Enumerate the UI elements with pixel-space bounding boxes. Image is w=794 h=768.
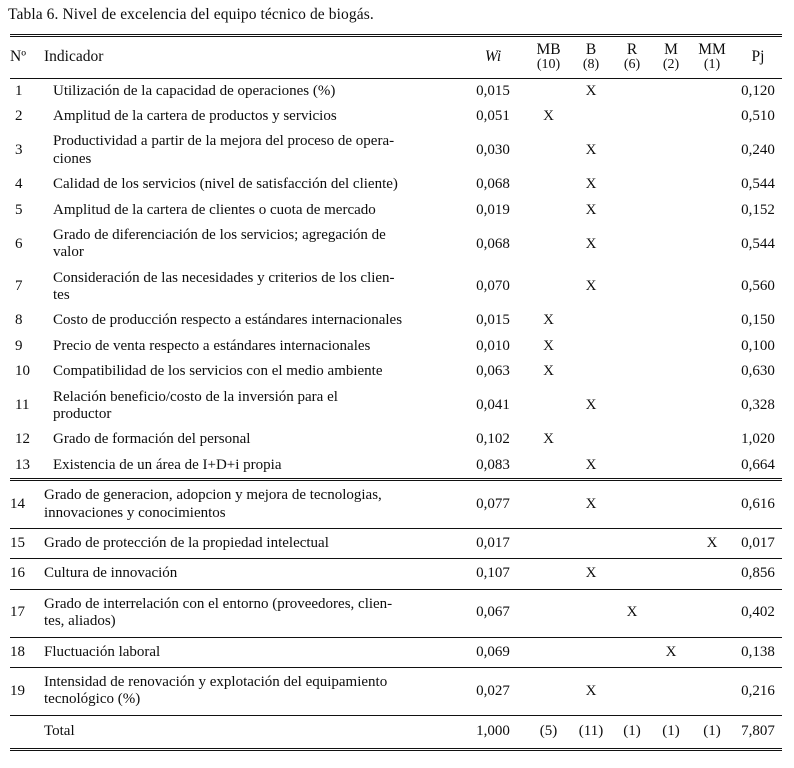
row-score-pj: 0,150 [741, 312, 775, 329]
row-score-pj: 0,100 [741, 337, 775, 354]
scale-abbr-mm: MM [698, 40, 726, 58]
indicator-line-1: Amplitud de la cartera de clientes o cuota de mercado [53, 201, 376, 218]
table-row [10, 427, 782, 452]
row-number: 15 [10, 528, 44, 558]
row-mark-mb [527, 78, 570, 104]
row-mark-r [612, 480, 652, 529]
row-weight-wi: 0,068 [476, 176, 510, 193]
row-mark-m [652, 667, 690, 715]
row-score-pj: 0,544 [741, 176, 775, 193]
row-mark-b [570, 334, 612, 359]
row-mark-b: X [585, 235, 597, 252]
row-score-pj: 0,616 [734, 480, 782, 529]
table-body-group-a [10, 78, 782, 480]
table-row [10, 308, 782, 333]
column-header-scale-b [570, 35, 612, 78]
row-mark-b: X [585, 278, 597, 295]
row-mark-mb [527, 129, 570, 172]
row-mark-b: X [585, 82, 597, 99]
row-mark-b [570, 104, 612, 129]
row-mark-m [652, 172, 690, 197]
table-row [10, 528, 782, 558]
row-mark-r [612, 172, 652, 197]
row-score-pj: 0,152 [741, 201, 775, 218]
row-number: 16 [10, 559, 44, 589]
row-number: 6 [15, 235, 23, 252]
row-mark-b: X [570, 667, 612, 715]
row-weight-wi: 0,015 [476, 312, 510, 329]
row-indicator [44, 480, 459, 529]
row-weight-wi: 0,051 [476, 107, 510, 124]
row-score-pj: 1,020 [741, 431, 775, 448]
row-indicator [44, 559, 459, 589]
row-mark-mb: X [543, 312, 554, 329]
total-count-r: (1) [612, 715, 652, 749]
row-number: 11 [15, 397, 30, 414]
scale-points-m: (2) [662, 56, 680, 72]
row-mark-r [612, 104, 652, 129]
row-indicator [44, 78, 459, 104]
header-row [10, 35, 782, 78]
column-header-scale-r [612, 35, 652, 78]
row-number: 8 [15, 312, 23, 329]
indicator-line-2: productor [53, 406, 112, 423]
row-mark-mm [690, 385, 734, 428]
scale-points-r: (6) [623, 56, 641, 72]
row-number: 14 [10, 480, 44, 529]
row-mark-b: X [585, 201, 597, 218]
row-indicator [44, 172, 459, 197]
row-score-pj: 0,544 [741, 235, 775, 252]
row-weight-wi: 0,019 [476, 201, 510, 218]
indicator-line-1: Grado de diferenciación de los servicios; agregación de [53, 226, 386, 243]
indicator-line-2: tes [53, 287, 70, 304]
row-mark-mb [527, 528, 570, 558]
table-row [10, 480, 782, 529]
row-mark-mm [690, 637, 734, 667]
column-header-indicador: Indicador [44, 35, 459, 78]
indicator-line-1: Amplitud de la cartera de productos y servicios [53, 107, 337, 124]
row-mark-m [652, 528, 690, 558]
row-mark-r [612, 667, 652, 715]
row-weight-wi: 0,030 [476, 142, 510, 159]
row-mark-mb [527, 667, 570, 715]
row-mark-r [612, 223, 652, 266]
row-mark-m [652, 334, 690, 359]
row-mark-b [570, 308, 612, 333]
row-weight-wi: 0,107 [459, 559, 527, 589]
row-indicator [44, 667, 459, 715]
row-score-pj: 0,120 [741, 82, 775, 99]
row-mark-mm [690, 453, 734, 480]
total-wi: 1,000 [459, 715, 527, 749]
table-row [10, 266, 782, 309]
table-body-group-b [10, 480, 782, 716]
total-count-b: (11) [570, 715, 612, 749]
row-indicator [44, 223, 459, 266]
indicator-line-2: tecnológico (%) [44, 691, 141, 708]
column-header-pj: Pj [734, 35, 782, 78]
indicator-line-1: Intensidad de renovación y explotación del equipamiento [44, 673, 388, 690]
row-mark-b [570, 528, 612, 558]
row-number: 1 [15, 82, 23, 99]
total-count-mm: (1) [690, 715, 734, 749]
row-score-pj: 0,138 [734, 637, 782, 667]
row-mark-mb [527, 559, 570, 589]
row-mark-mm [690, 78, 734, 104]
row-mark-m [652, 104, 690, 129]
row-mark-m [652, 427, 690, 452]
indicator-line-2: innovaciones y conocimientos [44, 504, 226, 521]
row-score-pj: 0,402 [734, 589, 782, 637]
row-weight-wi: 0,068 [476, 235, 510, 252]
indicator-line-1: Grado de generacion, adopcion y mejora de tecnologias, [44, 487, 382, 504]
column-header-scale-mb [527, 35, 570, 78]
column-header-wi: Wi [459, 35, 527, 78]
row-weight-wi: 0,067 [459, 589, 527, 637]
row-indicator [44, 385, 459, 428]
row-mark-mm [690, 427, 734, 452]
column-header-numero: Nº [10, 35, 44, 78]
table-row [10, 667, 782, 715]
row-mark-m [652, 198, 690, 223]
row-score-pj: 0,328 [741, 397, 775, 414]
row-mark-b [570, 589, 612, 637]
indicator-line-1: Existencia de un área de I+D+i propia [53, 456, 282, 473]
row-indicator [44, 637, 459, 667]
scale-abbr-b: B [585, 40, 597, 58]
row-mark-mm [690, 308, 734, 333]
indicator-line-1: Fluctuación laboral [44, 643, 161, 660]
scale-points-mm: (1) [703, 56, 721, 72]
indicator-line-1: Grado de protección de la propiedad intelectual [44, 534, 329, 551]
row-mark-m [652, 453, 690, 480]
row-mark-m [652, 78, 690, 104]
row-mark-mm [690, 334, 734, 359]
row-mark-r [612, 129, 652, 172]
row-mark-b: X [585, 397, 597, 414]
row-weight-wi: 0,063 [476, 363, 510, 380]
row-mark-b: X [585, 176, 597, 193]
total-no [10, 715, 44, 749]
row-indicator [44, 528, 459, 558]
indicator-line-2: ciones [53, 150, 92, 167]
row-mark-mm [690, 223, 734, 266]
row-number: 13 [15, 456, 30, 473]
row-score-pj: 0,630 [741, 363, 775, 380]
row-number: 7 [15, 278, 23, 295]
row-mark-mb [527, 172, 570, 197]
table-row [10, 129, 782, 172]
row-number: 3 [15, 142, 23, 159]
row-mark-mm [690, 198, 734, 223]
row-number: 19 [10, 667, 44, 715]
row-score-pj: 0,216 [734, 667, 782, 715]
row-mark-r [612, 453, 652, 480]
row-mark-m [652, 223, 690, 266]
total-pj: 7,807 [734, 715, 782, 749]
scale-points-mb: (10) [536, 56, 561, 72]
table-row [10, 223, 782, 266]
column-header-scale-mm [690, 35, 734, 78]
scale-abbr-m: M [664, 40, 678, 58]
row-mark-m: X [652, 637, 690, 667]
row-number: 2 [15, 107, 23, 124]
table-row [10, 589, 782, 637]
scale-abbr-r: R [626, 40, 638, 58]
row-mark-r: X [612, 589, 652, 637]
row-mark-r [612, 308, 652, 333]
row-mark-b: X [585, 142, 597, 159]
row-mark-mm [690, 667, 734, 715]
row-weight-wi: 0,069 [459, 637, 527, 667]
row-mark-mm [690, 480, 734, 529]
row-weight-wi: 0,077 [459, 480, 527, 529]
scale-abbr-mb: MB [536, 40, 561, 58]
row-mark-mb: X [543, 337, 554, 354]
row-mark-mb [527, 385, 570, 428]
row-mark-b [570, 427, 612, 452]
row-mark-b: X [570, 559, 612, 589]
row-mark-mb [527, 453, 570, 480]
row-mark-mm [690, 266, 734, 309]
table-row [10, 453, 782, 480]
row-weight-wi: 0,070 [476, 278, 510, 295]
indicator-line-1: Consideración de las necesidades y criterios de los clien- [53, 269, 395, 286]
row-score-pj: 0,510 [741, 107, 775, 124]
row-mark-m [652, 589, 690, 637]
indicator-line-1: Utilización de la capacidad de operaciones (%) [53, 82, 336, 99]
row-number: 17 [10, 589, 44, 637]
row-mark-mb: X [543, 363, 554, 380]
table-caption: Tabla 6. Nivel de excelencia del equipo técnico de biogás. [8, 6, 374, 23]
row-mark-m [652, 385, 690, 428]
row-mark-mm [690, 172, 734, 197]
excellence-table [10, 34, 782, 751]
row-mark-mb [527, 589, 570, 637]
indicator-line-1: Precio de venta respecto a estándares internacionales [53, 337, 371, 354]
row-mark-b [570, 359, 612, 384]
table-row [10, 198, 782, 223]
indicator-line-1: Relación beneficio/costo de la inversión para el [53, 388, 338, 405]
row-mark-r [612, 198, 652, 223]
indicator-line-1: Grado de interrelación con el entorno (proveedores, clien- [44, 595, 393, 612]
row-mark-mb [527, 198, 570, 223]
row-mark-r [612, 266, 652, 309]
row-mark-m [652, 129, 690, 172]
indicator-line-1: Grado de formación del personal [53, 431, 251, 448]
row-indicator [44, 129, 459, 172]
row-mark-r [612, 559, 652, 589]
row-indicator [44, 308, 459, 333]
row-mark-mm [690, 104, 734, 129]
row-weight-wi: 0,027 [459, 667, 527, 715]
row-mark-r [612, 334, 652, 359]
row-mark-mb: X [543, 107, 554, 124]
row-indicator [44, 589, 459, 637]
indicator-line-1: Calidad de los servicios (nivel de satisfacción del cliente) [53, 176, 398, 193]
indicator-line-1: Cultura de innovación [44, 565, 178, 582]
table-row [10, 359, 782, 384]
row-weight-wi: 0,083 [476, 456, 510, 473]
indicator-line-1: Productividad a partir de la mejora del proceso de opera- [53, 133, 395, 150]
row-weight-wi: 0,015 [476, 82, 510, 99]
total-count-mb: (5) [527, 715, 570, 749]
row-mark-m [652, 359, 690, 384]
row-mark-r [612, 427, 652, 452]
row-number: 18 [10, 637, 44, 667]
row-mark-m [652, 480, 690, 529]
row-number: 9 [15, 337, 23, 354]
table-row [10, 334, 782, 359]
row-mark-mm [690, 589, 734, 637]
row-weight-wi: 0,102 [476, 431, 510, 448]
row-mark-r [612, 637, 652, 667]
row-indicator [44, 104, 459, 129]
table-row [10, 78, 782, 104]
row-mark-mb: X [543, 431, 554, 448]
row-score-pj: 0,856 [734, 559, 782, 589]
row-mark-mb [527, 637, 570, 667]
total-label: Total [44, 715, 459, 749]
row-indicator [44, 198, 459, 223]
indicator-line-1: Compatibilidad de los servicios con el medio ambiente [53, 363, 383, 380]
total-count-m: (1) [652, 715, 690, 749]
column-header-scale-m [652, 35, 690, 78]
row-mark-r [612, 78, 652, 104]
row-weight-wi: 0,017 [459, 528, 527, 558]
indicator-line-1: Costo de producción respecto a estándares internacionales [53, 312, 403, 329]
row-weight-wi: 0,041 [476, 397, 510, 414]
row-score-pj: 0,017 [734, 528, 782, 558]
row-indicator [44, 334, 459, 359]
row-mark-m [652, 308, 690, 333]
row-score-pj: 0,560 [741, 278, 775, 295]
row-mark-mb [527, 480, 570, 529]
indicator-line-2: tes, aliados) [44, 613, 116, 630]
row-mark-mm [690, 359, 734, 384]
row-number: 5 [15, 201, 23, 218]
row-mark-r [612, 528, 652, 558]
row-mark-mb [527, 223, 570, 266]
row-score-pj: 0,664 [741, 456, 775, 473]
row-number: 4 [15, 176, 23, 193]
row-mark-m [652, 266, 690, 309]
row-mark-m [652, 559, 690, 589]
table-row [10, 559, 782, 589]
total-row [10, 715, 782, 749]
row-number: 10 [15, 363, 30, 380]
table-row [10, 385, 782, 428]
row-indicator [44, 359, 459, 384]
row-weight-wi: 0,010 [476, 337, 510, 354]
row-indicator [44, 453, 459, 480]
row-mark-mm [690, 129, 734, 172]
row-number: 12 [15, 431, 30, 448]
table-row [10, 104, 782, 129]
row-mark-mb [527, 266, 570, 309]
table-row [10, 172, 782, 197]
row-mark-r [612, 385, 652, 428]
table-footer [10, 715, 782, 749]
row-indicator [44, 427, 459, 452]
row-mark-b: X [585, 456, 597, 473]
row-mark-mm [690, 559, 734, 589]
row-mark-r [612, 359, 652, 384]
row-indicator [44, 266, 459, 309]
row-mark-b [570, 637, 612, 667]
row-mark-mm: X [690, 528, 734, 558]
table-header [10, 35, 782, 78]
table-row [10, 637, 782, 667]
scale-points-b: (8) [582, 56, 600, 72]
row-mark-b: X [570, 480, 612, 529]
indicator-line-2: valor [53, 244, 84, 261]
row-score-pj: 0,240 [741, 142, 775, 159]
